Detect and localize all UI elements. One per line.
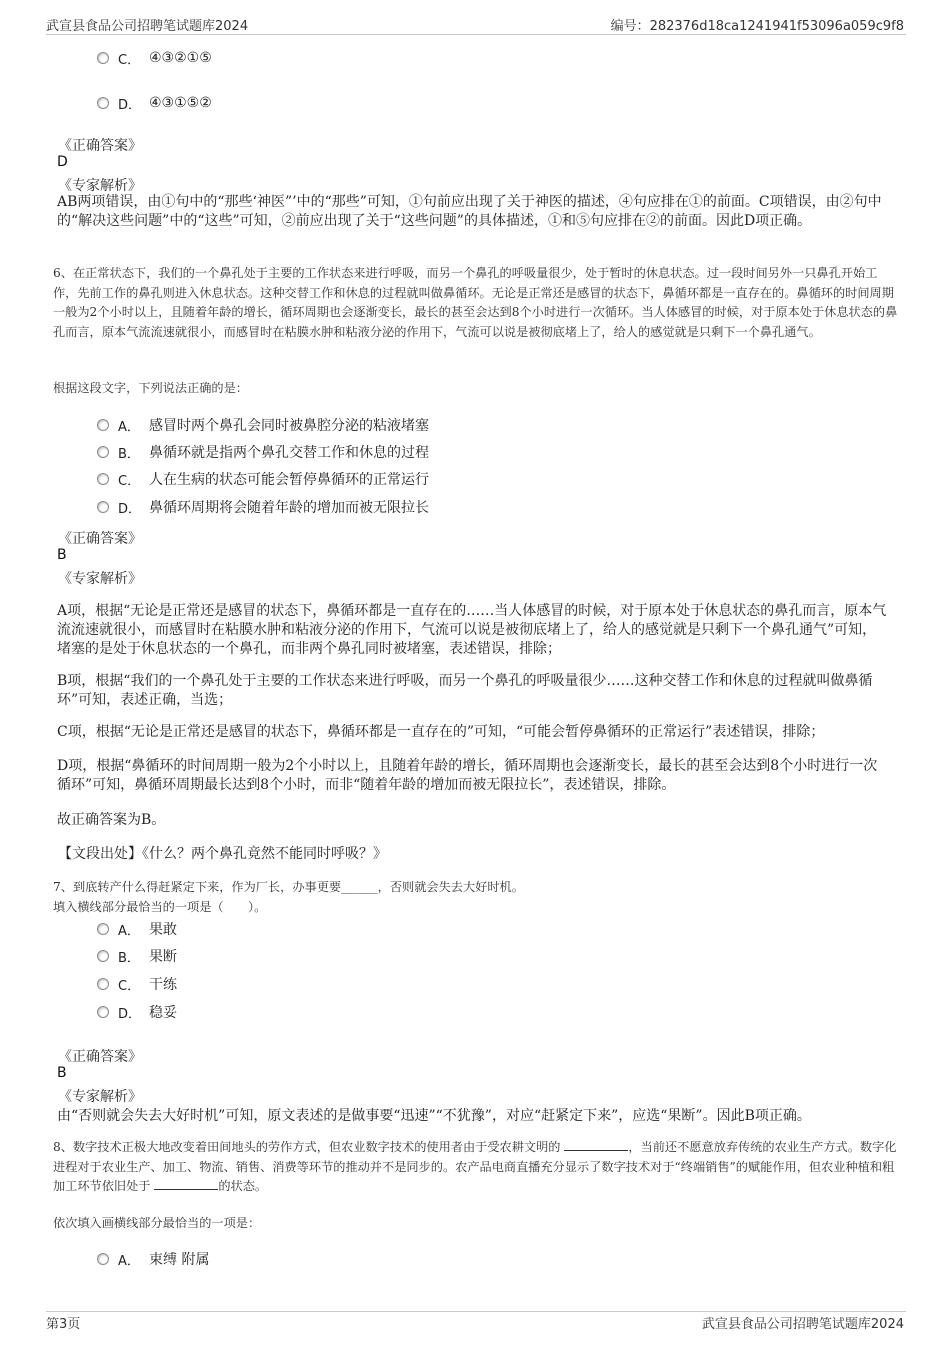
q6-option-a[interactable]: A． 感冒时两个鼻孔会同时被鼻腔分泌的粘液堵塞 (97, 415, 429, 435)
option-text: 果敢 (149, 922, 177, 938)
answer-value: B (57, 1065, 67, 1081)
header-divider (46, 34, 906, 35)
radio-icon[interactable] (97, 1006, 109, 1018)
radio-icon[interactable] (97, 446, 109, 458)
q7-option-c[interactable]: C． 干练 (97, 974, 177, 994)
analysis-text: AB两项错误，由①句中的“那些‘神医”’中的“那些”可知，①句前应出现了关于神医的描述，④句应排在①的前面。C项错误，由②句中的“解决这些问题”中的“这些”可知，②前应出现了关于“这些问题”的具体描述，①和⑤句应排在②的前面。因此D项正确。 (57, 194, 882, 229)
analysis-label: 《专家解析》 (58, 178, 142, 194)
document-serial: 编号：282376d18ca1241941f53096a059c9f8 (610, 19, 904, 34)
answer-label: 《正确答案》 (58, 531, 142, 547)
radio-icon[interactable] (97, 97, 109, 109)
analysis-label: 《专家解析》 (58, 571, 142, 587)
option-text: 人在生病的状态可能会暂停鼻循环的正常运行 (149, 472, 429, 488)
q6-option-d[interactable]: D． 鼻循环周期将会随着年龄的增加而被无限拉长 (97, 497, 429, 517)
q6-option-b[interactable]: B． 鼻循环就是指两个鼻孔交替工作和休息的过程 (97, 442, 429, 462)
option-text: ④③①⑤② (149, 95, 212, 111)
fill-blank: ______ (341, 880, 378, 894)
header-title: 武宣县食品公司招聘笔试题库2024 (46, 19, 249, 34)
option-text: 鼻循环周期将会随着年龄的增加而被无限拉长 (149, 500, 429, 516)
radio-icon[interactable] (97, 978, 109, 990)
passage-source: 【文段出处】《什么？两个鼻孔竟然不能同时呼吸？》 (58, 846, 387, 862)
radio-icon[interactable] (97, 419, 109, 431)
q8-passage: 8、数字技术正极大地改变着田间地头的劳作方式，但农业数字技术的使用者由于受农耕文明的 ，当前还不愿意放弃传统的农业生产方式。数字化进程对于农业生产、加工、物流、销售、消费等环节的推动并不是同步的。农产品电商直播充分显示了数字技术对于“终端销售”的赋能作用，但农业种植和粗加工环节依旧处于 的状态。 (53, 1140, 897, 1193)
option-text: 感冒时两个鼻孔会同时被鼻腔分泌的粘液堵塞 (149, 418, 429, 434)
q5-option-d[interactable]: D． ④③①⑤② (97, 93, 212, 113)
q6-option-c[interactable]: C． 人在生病的状态可能会暂停鼻循环的正常运行 (97, 469, 429, 489)
q7-option-a[interactable]: A． 果敢 (97, 919, 177, 939)
answer-label: 《正确答案》 (58, 138, 142, 154)
analysis-conclusion: 故正确答案为B。 (57, 812, 166, 828)
option-text: 稳妥 (149, 1005, 177, 1021)
fill-blank (564, 1139, 628, 1151)
radio-icon[interactable] (97, 1253, 109, 1265)
q6-prompt: 根据这段文字，下列说法正确的是： (53, 381, 248, 395)
radio-icon[interactable] (97, 52, 109, 64)
analysis-option-d: D项，根据“鼻循环的时间周期一般为2个小时以上，且随着年龄的增长，循环周期也会逐渐变长，最长的甚至会达到8个小时进行一次循环”可知，鼻循环周期最长达到8个小时，而非“随着年龄的增加而被无限拉长”，表述错误，排除。 (57, 758, 878, 793)
option-text: 果断 (149, 949, 177, 965)
q7-prompt: 填入横线部分最恰当的一项是（ ）。 (53, 900, 267, 914)
footer-title: 武宣县食品公司招聘笔试题库2024 (701, 1317, 904, 1332)
q7-stem: 7、到底转产什么得赶紧定下来，作为厂长，办事更要______，否则就会失去大好时机。 (53, 880, 524, 894)
footer-divider (46, 1311, 906, 1312)
radio-icon[interactable] (97, 473, 109, 485)
q8-option-a[interactable]: A． 束缚 附属 (97, 1249, 209, 1269)
q5-option-c[interactable]: C． ④③②①⑤ (97, 48, 212, 68)
option-text: 干练 (149, 977, 177, 993)
radio-icon[interactable] (97, 501, 109, 513)
q7-option-b[interactable]: B． 果断 (97, 946, 177, 966)
page-number: 第3页 (46, 1317, 81, 1332)
analysis-option-b: B项，根据“我们的一个鼻孔处于主要的工作状态来进行呼吸，而另一个鼻孔的呼吸量很少……这种交替工作和休息的过程就叫做鼻循环”可知，表述正确，当选； (57, 673, 873, 708)
analysis-option-a: A项，根据“无论是正常还是感冒的状态下，鼻循环都是一直存在的……当人体感冒的时候，对于原本处于休息状态的鼻孔而言，原本气流流速就很小，而感冒时在粘膜水肿和粘液分泌的作用下，气流可以说是被彻底堵上了，给人的感觉就是只剩下一个鼻孔通气”可知，堵塞的是处于休息状态的一个鼻孔，而非两个鼻孔同时被堵塞，表述错误，排除； (57, 603, 887, 657)
fill-blank (154, 1178, 218, 1190)
answer-label: 《正确答案》 (58, 1049, 142, 1065)
answer-value: B (57, 547, 67, 563)
q6-passage: 6、在正常状态下，我们的一个鼻孔处于主要的工作状态来进行呼吸，而另一个鼻孔的呼吸量很少，处于暂时的休息状态。过一段时间另外一只鼻孔开始工作，先前工作的鼻孔则进入休息状态。这种交替工作和休息的过程就叫做鼻循环。无论是正常还是感冒的状态下，鼻循环都是一直存在的。鼻循环的时间周期一般为2个小时以上，且随着年龄的增长，循环周期也会逐渐变长，最长的甚至会达到8个小时进行一次循环。当人体感冒的时候，对于原本处于休息状态的鼻孔而言，原本气流流速就很小，而感冒时在粘膜水肿和粘液分泌的作用下，气流可以说是被彻底堵上了，给人的感觉就是只剩下一个鼻孔通气。 (53, 266, 898, 339)
analysis-label: 《专家解析》 (58, 1089, 142, 1105)
analysis-text: 由“否则就会失去大好时机”可知，原文表述的是做事要“迅速”“不犹豫”，对应“赶紧定下来”，应选“果断”。因此B项正确。 (57, 1108, 811, 1124)
q8-prompt: 依次填入画横线部分最恰当的一项是： (53, 1216, 261, 1230)
analysis-option-c: C项，根据“无论是正常还是感冒的状态下，鼻循环都是一直存在的”可知，“可能会暂停鼻循环的正常运行”表述错误，排除； (57, 724, 825, 740)
answer-value: D (57, 154, 68, 170)
option-text: 鼻循环就是指两个鼻孔交替工作和休息的过程 (149, 445, 429, 461)
option-text: 束缚 附属 (149, 1252, 210, 1268)
option-text: ④③②①⑤ (149, 50, 212, 66)
q7-option-d[interactable]: D． 稳妥 (97, 1002, 177, 1022)
radio-icon[interactable] (97, 923, 109, 935)
radio-icon[interactable] (97, 950, 109, 962)
